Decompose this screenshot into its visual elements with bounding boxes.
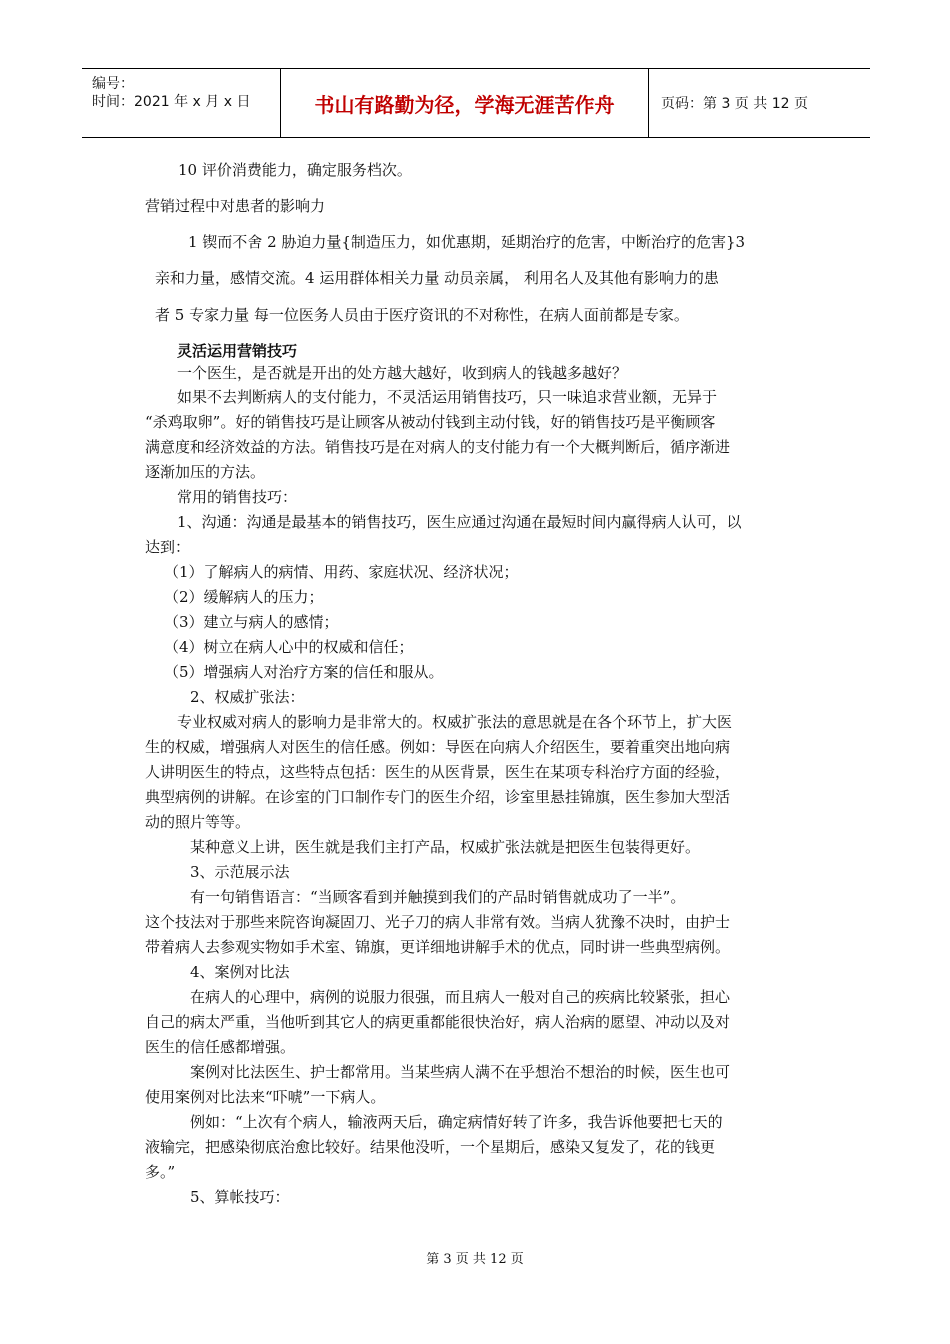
page-header — [82, 68, 870, 138]
text-line: 满意度和经济效益的方法。销售技巧是在对病人的支付能力有一个大概判断后，循序渐进 — [145, 438, 731, 456]
text-line: （5）增强病人对治疗方案的信任和服从。 — [164, 663, 444, 681]
text-line: （1）了解病人的病情、用药、家庭状况、经济状况； — [164, 563, 519, 581]
number-label: 编号： — [92, 76, 134, 92]
text-line: （3）建立与病人的感情； — [164, 613, 339, 631]
text-line: 4、案例对比法 — [190, 963, 290, 981]
section-heading: 灵活运用营销技巧 — [177, 342, 298, 360]
text-line: 带着病人去参观实物如手术室、锦旗，更详细地讲解手术的优点，同时讲一些典型病例。 — [145, 938, 731, 956]
text-line: “杀鸡取卵”。好的销售技巧是让顾客从被动付钱到主动付钱，好的销售技巧是平衡顾客 — [145, 413, 716, 431]
text-line: （2）缓解病人的压力； — [164, 588, 324, 606]
text-line: 逐渐加压的方法。 — [145, 463, 266, 481]
text-line: 营销过程中对患者的影响力 — [145, 197, 326, 215]
text-line: 2、权威扩张法： — [190, 688, 305, 706]
text-line: 例如：“上次有个病人，输液两天后，确定病情好转了许多，我告诉他要把七天的 — [190, 1113, 723, 1131]
text-line: 某种意义上讲，医生就是我们主打产品，权威扩张法就是把医生包装得更好。 — [190, 838, 701, 856]
text-line: 生的权威，增强病人对医生的信任感。例如：导医在向病人介绍医生，要着重突出地向病 — [145, 738, 731, 756]
text-line: 1、沟通：沟通是最基本的销售技巧，医生应通过沟通在最短时间内赢得病人认可，以 — [177, 513, 742, 531]
text-line: 达到： — [145, 538, 191, 556]
header-meta — [82, 69, 281, 137]
time-label: 时间：2021 年 x 月 x 日 — [92, 94, 251, 110]
text-line: 案例对比法医生、护士都常用。当某些病人满不在乎想治不想治的时候，医生也可 — [190, 1063, 731, 1081]
text-line: 3、示范展示法 — [190, 863, 290, 881]
text-line: 如果不去判断病人的支付能力，不灵活运用销售技巧，只一味追求营业额，无异于 — [177, 388, 718, 406]
text-line: 5、算帐技巧： — [190, 1188, 290, 1206]
text-line: 1 锲而不舍 2 胁迫力量{制造压力，如优惠期，延期治疗的危害，中断治疗的危害}3 — [188, 233, 746, 251]
text-line: 动的照片等等。 — [145, 813, 251, 831]
text-line: 人讲明医生的特点，这些特点包括：医生的从医背景，医生在某项专科治疗方面的经验， — [145, 763, 731, 781]
text-line: 有一句销售语言：“当顾客看到并触摸到我们的产品时销售就成功了一半”。 — [190, 888, 686, 906]
text-line: 多。” — [145, 1163, 176, 1181]
header-motto: 书山有路勤为径，学海无涯苦作舟 — [281, 69, 649, 137]
text-line: 医生的信任感都增强。 — [145, 1038, 296, 1056]
text-line: 一个医生，是否就是开出的处方越大越好，收到病人的钱越多越好？ — [177, 364, 628, 382]
header-page-info: 页码：第 3 页 共 12 页 — [661, 96, 808, 112]
text-line: 专业权威对病人的影响力是非常大的。权威扩张法的意思就是在各个环节上，扩大医 — [177, 713, 733, 731]
text-line: 常用的销售技巧： — [177, 488, 298, 506]
text-line: 典型病例的讲解。在诊室的门口制作专门的医生介绍，诊室里悬挂锦旗，医生参加大型活 — [145, 788, 731, 806]
page-footer: 第 3 页 共 12 页 — [426, 1252, 524, 1267]
text-line: 使用案例对比法来“吓唬”一下病人。 — [145, 1088, 386, 1106]
text-line: 液输完，把感染彻底治愈比较好。结果他没听，一个星期后，感染又复发了，花的钱更 — [145, 1138, 716, 1156]
text-line: 这个技法对于那些来院咨询凝固刀、光子刀的病人非常有效。当病人犹豫不决时，由护士 — [145, 913, 731, 931]
text-line: 者 5 专家力量 每一位医务人员由于医疗资讯的不对称性，在病人面前都是专家。 — [155, 306, 689, 324]
text-line: 在病人的心理中，病例的说服力很强，而且病人一般对自己的疾病比较紧张，担心 — [190, 988, 731, 1006]
text-line: 自己的病太严重，当他听到其它人的病更重都能很快治好，病人治病的愿望、冲动以及对 — [145, 1013, 731, 1031]
text-line: 10 评价消费能力，确定服务档次。 — [178, 161, 412, 179]
text-line: （4）树立在病人心中的权威和信任； — [164, 638, 414, 656]
text-line: 亲和力量，感情交流。4 运用群体相关力量 动员亲属， 利用名人及其他有影响力的患 — [155, 269, 719, 287]
